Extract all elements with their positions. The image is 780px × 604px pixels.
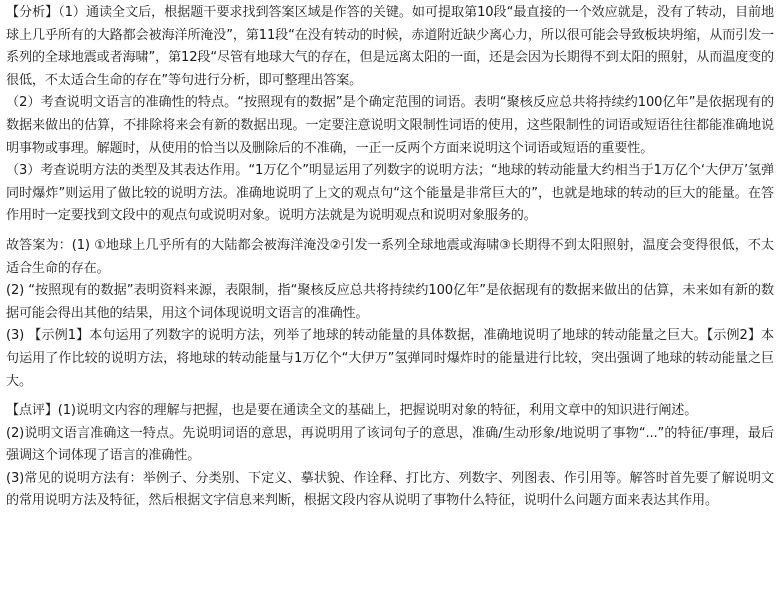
section-divider <box>6 228 774 235</box>
review-paragraph-2: (2)说明文语言准确这一特点。先说明词语的意思，再说明用了该词句子的意思，准确/生动形象/地说明了事物“...”的特征/事理，最后强调这个词体现了语言的准确性。 <box>6 425 774 464</box>
analysis-paragraph-2: （2）考查说明文语言的准确性的特点。“按照现有的数据”是个确定范围的词语。表明“聚核反应总共将持续约100亿年”是依据现有的数据来做出的估算，不排除将来会有新的数据出现。一定要注意说明文限制性词语的使用，这些限制性的词语或短语往往都能准确地说明事物或事理。解题时，从使用的恰当以及删除后的不准确，一正一反两个方面来说明这个词语或短语的重要性。 <box>6 95 774 156</box>
analysis-section <box>6 2 774 228</box>
section-divider <box>6 393 774 400</box>
review-paragraph-1: 【点评】(1)说明文内容的理解与把握，也是要在通读全文的基础上，把握说明对象的特征，利用文章中的知识进行阐述。 <box>6 403 698 419</box>
analysis-paragraph-1: 【分析】（1）通读全文后，根据题干要求找到答案区域是作答的关键。如可提取第10段“最直接的一个效应就是，没有了转动，目前地球上几乎所有的大路都会被海洋所淹没”，第11段“在没有转动的时候，赤道附近缺少离心力，所以很可能会导致板块坍缩，从而引发一系列的全球地震或者海啸”，第12段“尽管有地球大气的存在，但是远离太阳的一面，还是会因为长期得不到太阳的照射，从而温度变的很低，不太适合生命的存在”等句进行分析，即可整理出答案。 <box>6 5 774 88</box>
answer-paragraph-1: 故答案为：(1) ①地球上几乎所有的大陆都会被海洋淹没②引发一系列全球地震或海啸③长期得不到太阳照射，温度会变得很低，不太适合生命的存在。 <box>6 237 774 276</box>
answer-section <box>6 235 774 393</box>
review-section <box>6 400 774 513</box>
review-paragraph-3: (3)常见的说明方法有：举例子、分类别、下定义、摹状貌、作诠释、打比方、列数字、列图表、作引用等。解答时首先要了解说明文的常用说明方法及特征，然后根据文字信息来判断，根据文段内容从说明了事物什么特征，说明什么问题方面来表达其作用。 <box>6 470 774 509</box>
answer-paragraph-3: (3) 【示例1】本句运用了列数字的说明方法，列举了地球的转动能量的具体数据，准确地说明了地球的转动能量之巨大。【示例2】本句运用了作比较的说明方法，将地球的转动能量与1万亿个“大伊万”氢弹同时爆炸时的能量进行比较，突出强调了地球的转动能量之巨大。 <box>6 328 774 389</box>
analysis-paragraph-3: （3）考查说明方法的类型及其表达作用。“1万亿个”明显运用了列数字的说明方法；“地球的转动能量大约相当于1万亿个‘大伊万’氢弹同时爆炸”则运用了做比较的说明方法。准确地说明了上文的观点句“这个能量是非常巨大的”，也就是地球的转动的巨大的能量。在答作用时一定要找到文段中的观点句或说明对象。说明方法就是为说明观点和说明对象服务的。 <box>6 163 774 224</box>
answer-paragraph-2: (2) “按照现有的数据”表明资料来源，表限制，指“聚核反应总共将持续约100亿年”是依据现有的数据来做出的估算，未来如有新的数据可能会得出其他的结果，用这个词体现说明文语言的准确性。 <box>6 283 774 321</box>
